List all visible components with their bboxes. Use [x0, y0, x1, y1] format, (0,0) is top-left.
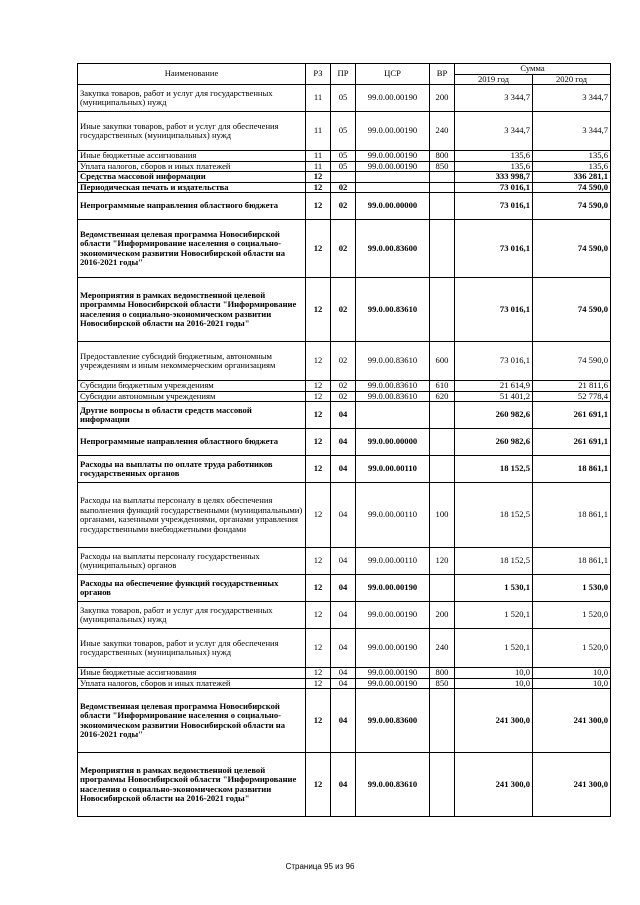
table-row: [78, 575, 611, 602]
cell-pr: 02: [331, 342, 356, 381]
cell-vr: [430, 172, 455, 183]
cell-sum-2019: 73 016,1: [455, 220, 533, 278]
cell-csr: 99.0.00.00190: [356, 575, 430, 602]
cell-name: Расходы на выплаты персоналу в целях обеспечения выполнения функций государственными (муниципальными) органами, казенными учреждениями, органами управления государственными внебюджетными фондами: [78, 483, 306, 548]
cell-sum-2020: 52 778,4: [533, 391, 611, 402]
cell-sum-2019: 1 520,1: [455, 629, 533, 668]
page-number: Страница 95 из 96: [285, 862, 355, 871]
cell-rz: 11: [306, 85, 331, 112]
table-row: [78, 602, 611, 629]
cell-sum-2019: 135,6: [455, 161, 533, 172]
table-row: [78, 678, 611, 689]
cell-pr: 02: [331, 381, 356, 392]
cell-sum-2020: 74 590,0: [533, 193, 611, 220]
header-name: Наименование: [78, 64, 306, 85]
table-row: [78, 161, 611, 172]
table-body: [78, 85, 611, 817]
table-row: [78, 429, 611, 456]
cell-name: Непрограммные направления областного бюджета: [78, 193, 306, 220]
cell-name: Предоставление субсидий бюджетным, автономным учреждениям и иным некоммерческим организациям: [78, 342, 306, 381]
cell-sum-2020: 336 281,1: [533, 172, 611, 183]
table-row: [78, 182, 611, 193]
header-year-2020: 2020 год: [533, 74, 611, 85]
table-row: [78, 402, 611, 429]
cell-csr: 99.0.00.00190: [356, 678, 430, 689]
cell-csr: 99.0.00.83600: [356, 689, 430, 753]
cell-sum-2019: 73 016,1: [455, 342, 533, 381]
cell-name: Иные бюджетные ассигнования: [78, 668, 306, 679]
cell-vr: 610: [430, 381, 455, 392]
cell-sum-2020: 10,0: [533, 668, 611, 679]
cell-csr: 99.0.00.00190: [356, 85, 430, 112]
cell-pr: [331, 172, 356, 183]
table-row: [78, 483, 611, 548]
cell-rz: 11: [306, 161, 331, 172]
cell-name: Мероприятия в рамках ведомственной целевой программы Новосибирской области "Информирование населения о социально-экономическом развитии Новосибирской области на 2016-2021 годы": [78, 278, 306, 342]
header-rz: РЗ: [306, 64, 331, 85]
cell-rz: 12: [306, 689, 331, 753]
cell-vr: [430, 575, 455, 602]
table-row: [78, 629, 611, 668]
cell-sum-2019: 333 998,7: [455, 172, 533, 183]
cell-sum-2020: 261 691,1: [533, 429, 611, 456]
table-row: [78, 278, 611, 342]
cell-sum-2020: 241 300,0: [533, 689, 611, 753]
cell-sum-2020: 74 590,0: [533, 342, 611, 381]
cell-rz: 12: [306, 456, 331, 483]
table-row: [78, 548, 611, 575]
cell-rz: 12: [306, 602, 331, 629]
table-row: [78, 689, 611, 753]
cell-sum-2020: 21 811,6: [533, 381, 611, 392]
cell-sum-2020: 1 520,0: [533, 602, 611, 629]
header-csr: ЦСР: [356, 64, 430, 85]
cell-pr: 04: [331, 602, 356, 629]
table-row: [78, 85, 611, 112]
cell-sum-2019: 3 344,7: [455, 112, 533, 151]
cell-rz: 12: [306, 193, 331, 220]
cell-name: Уплата налогов, сборов и иных платежей: [78, 678, 306, 689]
cell-name: Расходы на выплаты по оплате труда работников государственных органов: [78, 456, 306, 483]
cell-vr: [430, 753, 455, 817]
cell-pr: 04: [331, 456, 356, 483]
cell-rz: 12: [306, 678, 331, 689]
cell-rz: 11: [306, 112, 331, 151]
cell-sum-2019: 21 614,9: [455, 381, 533, 392]
cell-sum-2019: 3 344,7: [455, 85, 533, 112]
cell-sum-2019: 241 300,0: [455, 689, 533, 753]
cell-sum-2020: 74 590,0: [533, 278, 611, 342]
header-year-2019: 2019 год: [455, 74, 533, 85]
cell-vr: 800: [430, 668, 455, 679]
cell-rz: 12: [306, 381, 331, 392]
cell-rz: 12: [306, 629, 331, 668]
cell-vr: 600: [430, 342, 455, 381]
cell-rz: 12: [306, 278, 331, 342]
cell-rz: 12: [306, 220, 331, 278]
cell-csr: 99.0.00.83610: [356, 342, 430, 381]
cell-sum-2019: 73 016,1: [455, 182, 533, 193]
cell-csr: 99.0.00.00190: [356, 668, 430, 679]
cell-sum-2019: 1 530,1: [455, 575, 533, 602]
cell-sum-2020: 18 861,1: [533, 548, 611, 575]
budget-table: [77, 63, 611, 817]
cell-pr: 04: [331, 429, 356, 456]
cell-vr: 200: [430, 85, 455, 112]
cell-csr: 99.0.00.00110: [356, 456, 430, 483]
cell-name: Иные закупки товаров, работ и услуг для обеспечения государственных (муниципальных) нужд: [78, 629, 306, 668]
table-row: [78, 391, 611, 402]
cell-csr: 99.0.00.00110: [356, 548, 430, 575]
table-row: [78, 381, 611, 392]
cell-vr: [430, 182, 455, 193]
cell-pr: 05: [331, 112, 356, 151]
cell-csr: 99.0.00.83610: [356, 381, 430, 392]
cell-pr: 04: [331, 668, 356, 679]
table-row: [78, 456, 611, 483]
table-row: [78, 342, 611, 381]
cell-name: Периодическая печать и издательства: [78, 182, 306, 193]
cell-csr: 99.0.00.00190: [356, 112, 430, 151]
cell-pr: 04: [331, 678, 356, 689]
cell-csr: 99.0.00.00000: [356, 193, 430, 220]
cell-name: Уплата налогов, сборов и иных платежей: [78, 161, 306, 172]
cell-sum-2020: 241 300,0: [533, 753, 611, 817]
cell-csr: 99.0.00.00110: [356, 483, 430, 548]
cell-csr: 99.0.00.83610: [356, 753, 430, 817]
header-sum: Сумма: [455, 64, 611, 75]
cell-vr: [430, 456, 455, 483]
cell-sum-2019: 18 152,5: [455, 456, 533, 483]
cell-pr: 05: [331, 151, 356, 162]
header-vr: ВР: [430, 64, 455, 85]
cell-rz: 11: [306, 151, 331, 162]
cell-pr: 04: [331, 689, 356, 753]
cell-name: Непрограммные направления областного бюджета: [78, 429, 306, 456]
cell-vr: [430, 689, 455, 753]
cell-sum-2020: 18 861,1: [533, 483, 611, 548]
cell-csr: 99.0.00.00000: [356, 429, 430, 456]
cell-pr: 04: [331, 402, 356, 429]
cell-vr: 120: [430, 548, 455, 575]
cell-sum-2019: 18 152,5: [455, 483, 533, 548]
cell-csr: 99.0.00.83610: [356, 391, 430, 402]
table-row: [78, 220, 611, 278]
cell-rz: 12: [306, 182, 331, 193]
cell-pr: 02: [331, 278, 356, 342]
cell-sum-2019: 241 300,0: [455, 753, 533, 817]
cell-csr: 99.0.00.00190: [356, 151, 430, 162]
cell-name: Ведомственная целевая программа Новосибирской области "Информирование населения о социально-экономическом развитии Новосибирской области на 2016-2021 годы": [78, 689, 306, 753]
cell-vr: [430, 429, 455, 456]
cell-pr: 02: [331, 391, 356, 402]
cell-name: Средства массовой информации: [78, 172, 306, 183]
cell-sum-2020: 261 691,1: [533, 402, 611, 429]
cell-name: Закупка товаров, работ и услуг для государственных (муниципальных) нужд: [78, 602, 306, 629]
cell-pr: 04: [331, 483, 356, 548]
cell-csr: 99.0.00.83610: [356, 278, 430, 342]
cell-vr: 800: [430, 151, 455, 162]
cell-vr: 620: [430, 391, 455, 402]
cell-name: Мероприятия в рамках ведомственной целевой программы Новосибирской области "Информирование населения о социально-экономическом развитии Новосибирской области на 2016-2021 годы": [78, 753, 306, 817]
table-row: [78, 112, 611, 151]
cell-vr: 850: [430, 678, 455, 689]
table-row: [78, 753, 611, 817]
cell-rz: 12: [306, 668, 331, 679]
cell-name: Иные закупки товаров, работ и услуг для обеспечения государственных (муниципальных) нужд: [78, 112, 306, 151]
table-row: [78, 172, 611, 183]
cell-sum-2020: 135,6: [533, 151, 611, 162]
cell-sum-2019: 73 016,1: [455, 278, 533, 342]
cell-vr: 240: [430, 629, 455, 668]
cell-sum-2020: 74 590,0: [533, 220, 611, 278]
table-row: [78, 668, 611, 679]
cell-pr: 02: [331, 182, 356, 193]
cell-sum-2020: 74 590,0: [533, 182, 611, 193]
cell-rz: 12: [306, 391, 331, 402]
cell-csr: 99.0.00.00190: [356, 629, 430, 668]
cell-vr: [430, 278, 455, 342]
cell-sum-2020: 1 520,0: [533, 629, 611, 668]
cell-name: Расходы на выплаты персоналу государственных (муниципальных) органов: [78, 548, 306, 575]
cell-rz: 12: [306, 172, 331, 183]
cell-sum-2020: 3 344,7: [533, 85, 611, 112]
cell-rz: 12: [306, 548, 331, 575]
cell-vr: [430, 402, 455, 429]
table-row: [78, 151, 611, 162]
cell-name: Иные бюджетные ассигнования: [78, 151, 306, 162]
cell-sum-2020: 10,0: [533, 678, 611, 689]
cell-sum-2019: 10,0: [455, 668, 533, 679]
cell-sum-2020: 3 344,7: [533, 112, 611, 151]
cell-csr: [356, 182, 430, 193]
cell-name: Расходы на обеспечение функций государственных органов: [78, 575, 306, 602]
cell-rz: 12: [306, 483, 331, 548]
cell-sum-2019: 73 016,1: [455, 193, 533, 220]
cell-rz: 12: [306, 342, 331, 381]
cell-name: Другие вопросы в области средств массовой информации: [78, 402, 306, 429]
cell-name: Субсидии бюджетным учреждениям: [78, 381, 306, 392]
cell-name: Ведомственная целевая программа Новосибирской области "Информирование населения о социально-экономическом развитии Новосибирской области на 2016-2021 годы": [78, 220, 306, 278]
cell-csr: [356, 172, 430, 183]
cell-sum-2020: 18 861,1: [533, 456, 611, 483]
cell-csr: 99.0.00.00190: [356, 161, 430, 172]
cell-sum-2020: 1 530,0: [533, 575, 611, 602]
cell-vr: 100: [430, 483, 455, 548]
cell-pr: 05: [331, 85, 356, 112]
cell-sum-2019: 51 401,2: [455, 391, 533, 402]
table-row: [78, 193, 611, 220]
cell-rz: 12: [306, 429, 331, 456]
cell-rz: 12: [306, 753, 331, 817]
cell-pr: 04: [331, 753, 356, 817]
cell-pr: 04: [331, 575, 356, 602]
cell-pr: 05: [331, 161, 356, 172]
cell-vr: [430, 220, 455, 278]
header-pr: ПР: [331, 64, 356, 85]
cell-sum-2019: 1 520,1: [455, 602, 533, 629]
cell-sum-2019: 18 152,5: [455, 548, 533, 575]
cell-vr: 200: [430, 602, 455, 629]
cell-vr: [430, 193, 455, 220]
cell-sum-2019: 260 982,6: [455, 402, 533, 429]
cell-name: Субсидии автономным учреждениям: [78, 391, 306, 402]
cell-rz: 12: [306, 575, 331, 602]
cell-pr: 02: [331, 193, 356, 220]
cell-sum-2019: 135,6: [455, 151, 533, 162]
cell-name: Закупка товаров, работ и услуг для государственных (муниципальных) нужд: [78, 85, 306, 112]
cell-csr: 99.0.00.00190: [356, 602, 430, 629]
cell-rz: 12: [306, 402, 331, 429]
cell-sum-2019: 260 982,6: [455, 429, 533, 456]
cell-sum-2019: 10,0: [455, 678, 533, 689]
cell-vr: 850: [430, 161, 455, 172]
cell-vr: 240: [430, 112, 455, 151]
cell-pr: 02: [331, 220, 356, 278]
cell-csr: [356, 402, 430, 429]
cell-sum-2020: 135,6: [533, 161, 611, 172]
cell-csr: 99.0.00.83600: [356, 220, 430, 278]
cell-pr: 04: [331, 548, 356, 575]
cell-pr: 04: [331, 629, 356, 668]
